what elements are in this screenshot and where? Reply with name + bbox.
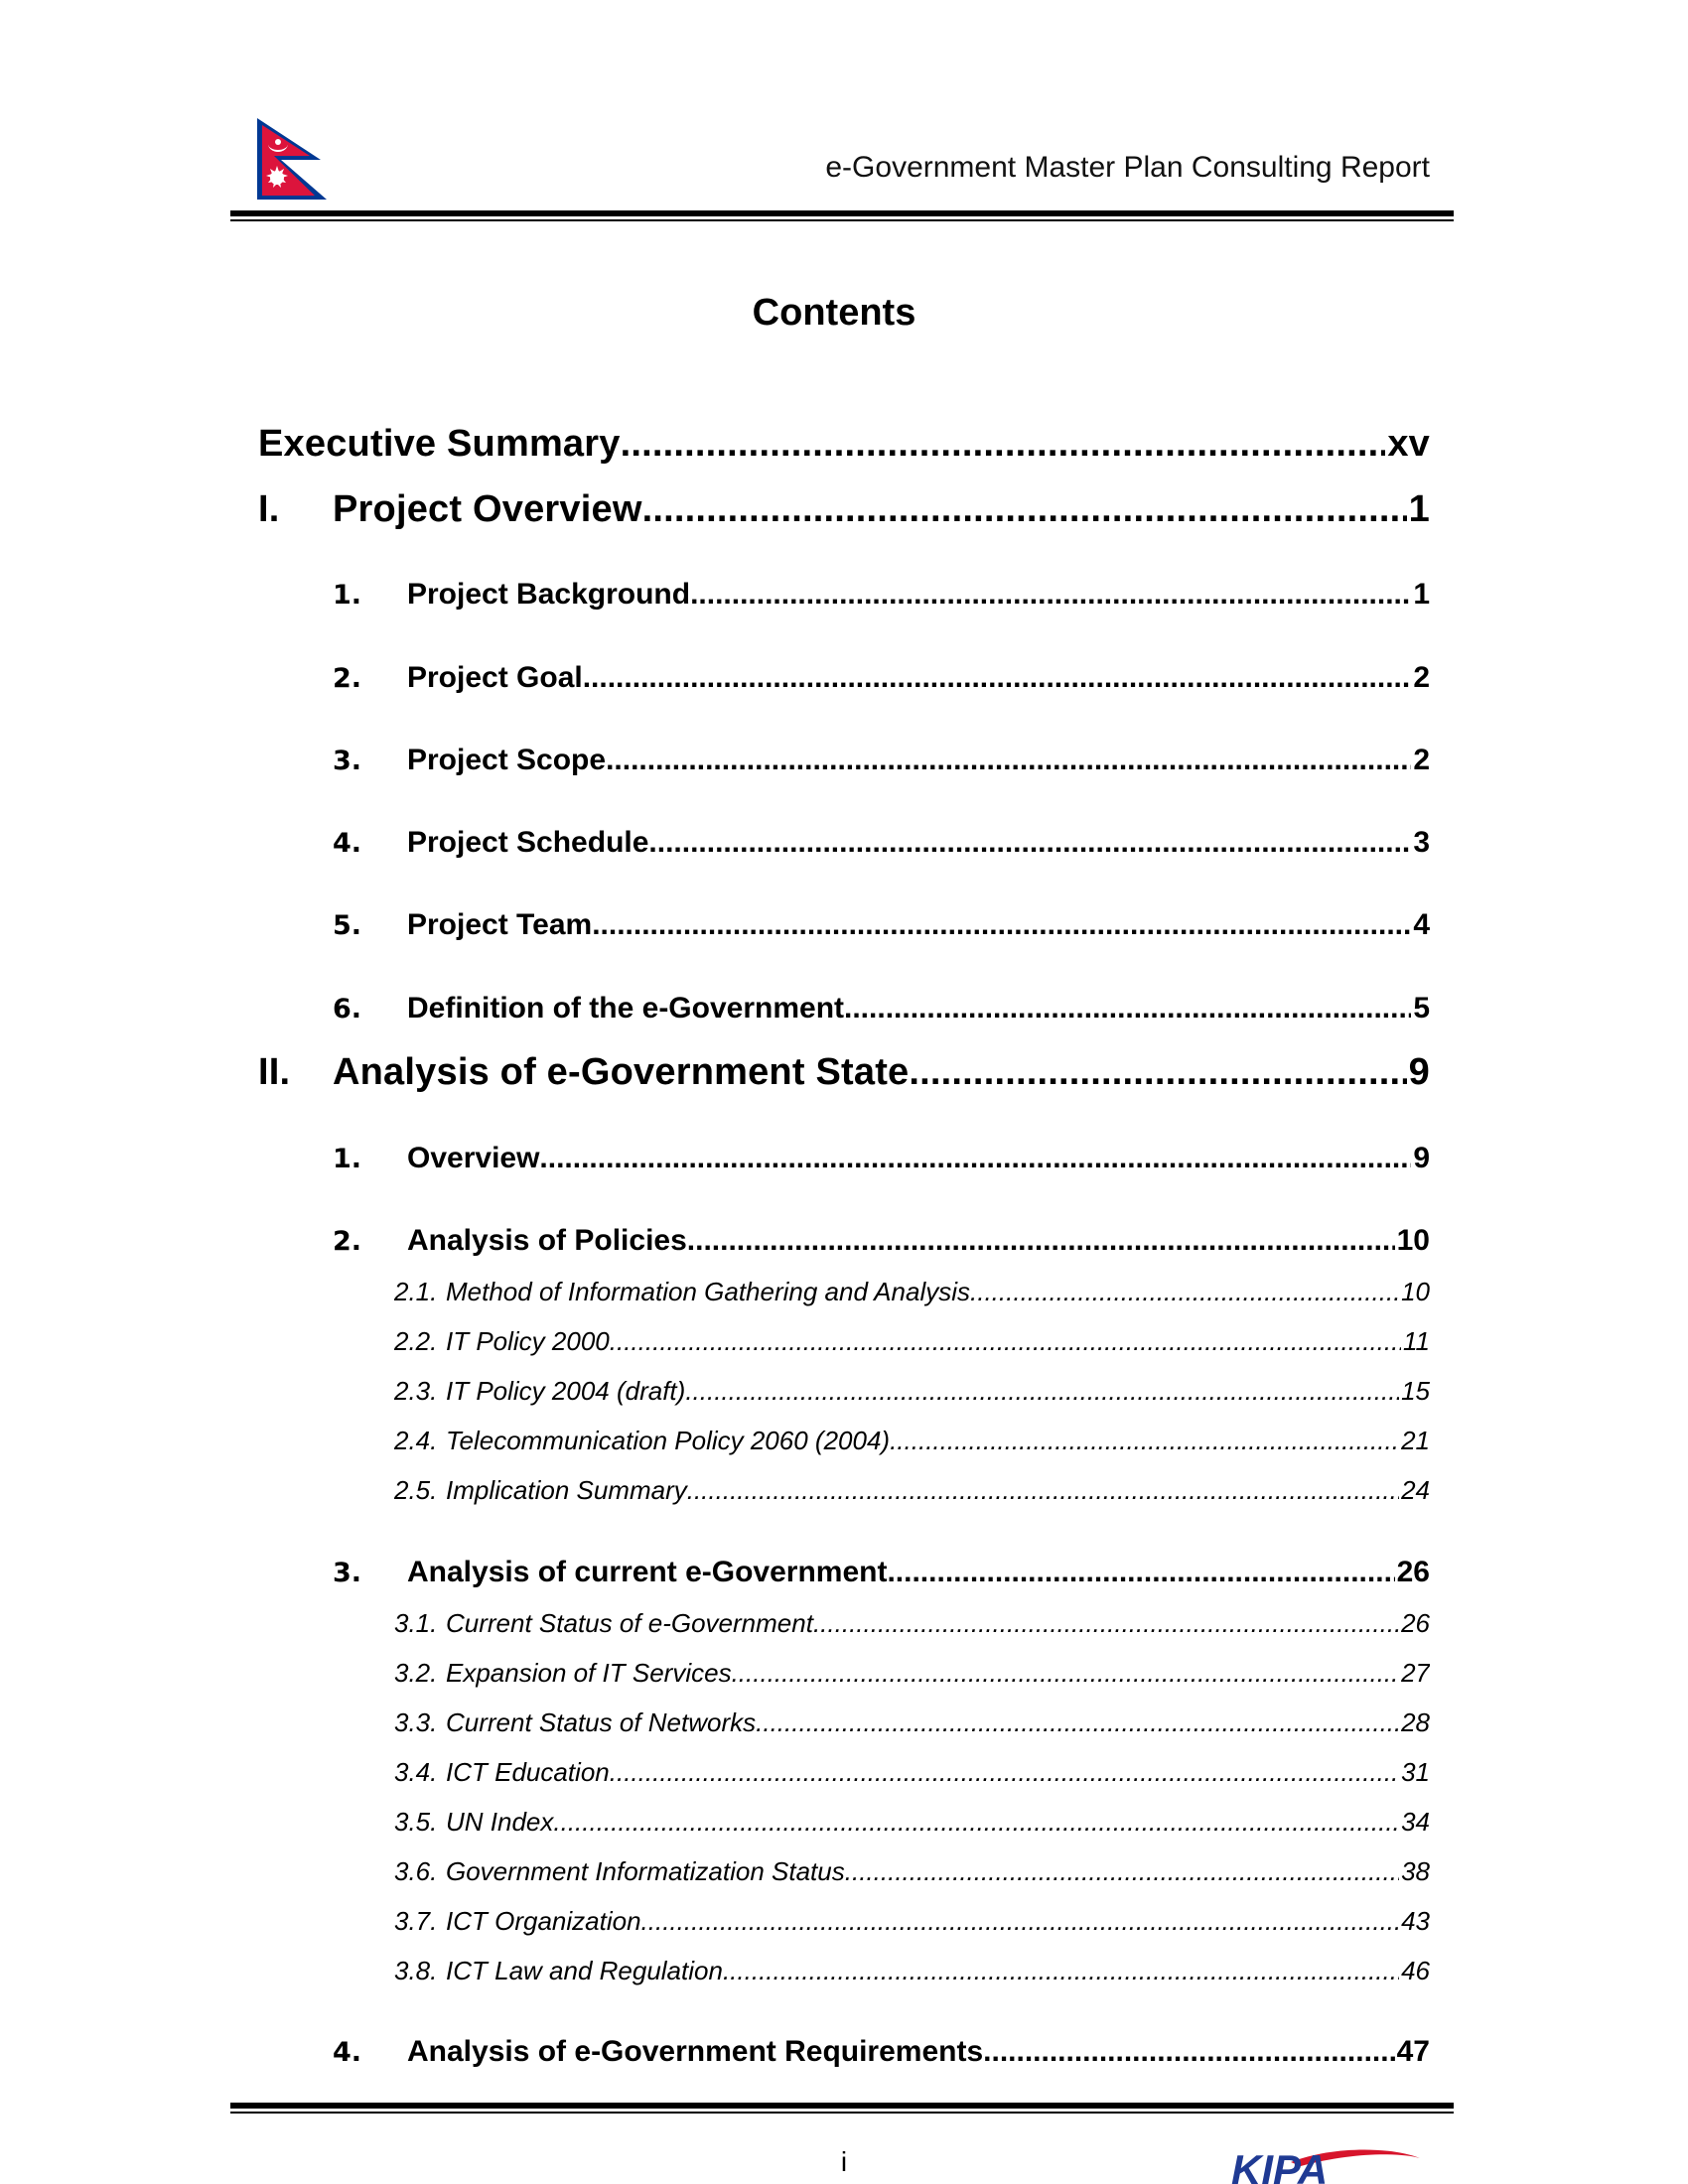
toc-page: 4 [1413,908,1430,941]
toc-label: Definition of the e-Government [407,992,845,1024]
toc-label: Project Team [407,908,593,941]
toc-leader [909,1051,1406,1094]
toc-entry-project-goal[interactable] [333,661,1430,695]
toc-number: 3.1. [394,1608,438,1638]
toc-label: ICT Law and Regulation [446,1956,723,1985]
toc-leader [553,1807,1399,1838]
toc-page: 34 [1401,1807,1430,1837]
toc-leader [732,1658,1400,1689]
toc-page: 38 [1401,1856,1430,1886]
toc-page: 15 [1401,1376,1430,1406]
toc-leader [610,1326,1401,1357]
toc-label: Project Schedule [407,826,649,859]
toc-number: 3.5. [394,1807,438,1837]
toc-label: ICT Organization [446,1906,641,1936]
toc-number: 3. [333,1558,362,1588]
toc-entry-analysis-current-egov[interactable] [333,1556,1430,1589]
toc-number: 2.3. [394,1376,438,1406]
toc-leader [813,1608,1399,1639]
toc-number: 3.7. [394,1906,438,1936]
toc-entry-definition-egov[interactable] [333,992,1430,1025]
toc-number: 3. [333,746,362,776]
toc-entry-2-2[interactable] [394,1326,1430,1357]
toc-leader [890,1426,1399,1456]
toc-label: Overview [407,1142,540,1174]
toc-leader [723,1956,1399,1986]
toc-label: Analysis of e-Government Requirements [407,2035,984,2068]
toc-page: xv [1387,423,1430,465]
toc-label: Project Scope [407,744,607,776]
toc-label: Expansion of IT Services [446,1658,732,1688]
toc-leader [621,423,1386,466]
toc-leader [756,1707,1399,1738]
toc-leader [690,578,1411,612]
toc-entry-analysis-of-policies[interactable] [333,1224,1430,1258]
toc-label: Implication Summary [446,1475,687,1505]
toc-entry-3-8[interactable] [394,1956,1430,1986]
toc-entry-analysis-egov-state[interactable] [258,1051,1430,1094]
toc-label: Executive Summary [258,423,621,465]
toc-page: 26 [1396,1556,1430,1588]
toc-entry-2-4[interactable] [394,1426,1430,1456]
toc-page: 11 [1403,1326,1430,1356]
toc-number: 4. [333,2037,362,2068]
toc-page: 27 [1401,1658,1430,1688]
toc-page: 46 [1401,1956,1430,1985]
toc-leader [592,908,1411,942]
toc-number: 3.2. [394,1658,438,1688]
toc-entry-executive-summary[interactable] [258,423,1430,466]
toc-number: 6. [333,994,362,1024]
toc-number: 2.5. [394,1475,438,1505]
toc-number: I. [258,488,280,530]
toc-leader [539,1142,1411,1175]
toc-page: 47 [1396,2035,1430,2068]
toc-number: 2.4. [394,1426,438,1455]
header-title: e-Government Master Plan Consulting Report [825,151,1430,184]
toc-page: 43 [1401,1906,1430,1936]
toc-number: II. [258,1051,291,1093]
toc-entry-project-background[interactable] [333,578,1430,612]
toc-leader [983,2035,1394,2069]
toc-entry-project-overview[interactable] [258,488,1430,531]
toc-leader [887,1556,1394,1589]
toc-entry-3-6[interactable] [394,1856,1430,1887]
footer-divider [230,2103,1454,2114]
toc-entry-project-team[interactable] [333,908,1430,942]
toc-page: 2 [1413,744,1430,776]
toc-page: 26 [1401,1608,1430,1638]
toc-page: 21 [1401,1426,1430,1455]
toc-page: 5 [1413,992,1430,1024]
toc-number: 3.6. [394,1856,438,1886]
toc-label: Analysis of Policies [407,1224,687,1257]
toc-label: Analysis of e-Government State [333,1051,910,1093]
header-divider [230,210,1454,221]
toc-page: 9 [1408,1051,1430,1093]
toc-page: 2 [1413,661,1430,694]
toc-number: 1. [333,1144,362,1174]
toc-label: UN Index [446,1807,554,1837]
toc-label: Telecommunication Policy 2060 (2004) [446,1426,891,1455]
nepal-flag-logo [255,116,329,202]
kipa-logo-text: KIPA [1231,2146,1329,2184]
toc-label: IT Policy 2004 (draft) [446,1376,686,1406]
toc-leader [610,1757,1399,1788]
toc-entry-3-1[interactable] [394,1608,1430,1639]
toc-leader [606,744,1411,777]
toc-entry-3-2[interactable] [394,1658,1430,1689]
toc-number: 2. [333,663,362,694]
toc-label: Project Overview [333,488,642,530]
toc-entry-analysis-egov-requirements[interactable] [333,2035,1430,2069]
page-title: Contents [752,292,916,334]
toc-leader [641,1906,1400,1937]
toc-page: 3 [1413,826,1430,859]
toc-leader [845,1856,1399,1887]
toc-page: 1 [1413,578,1430,611]
toc-leader [844,992,1411,1025]
toc-number: 2.1. [394,1277,438,1306]
toc-entry-3-4[interactable] [394,1757,1430,1788]
toc-number: 3.4. [394,1757,438,1787]
toc-entry-project-scope[interactable] [333,744,1430,777]
toc-page: 9 [1413,1142,1430,1174]
toc-entry-2-1[interactable] [394,1277,1430,1307]
toc-entry-3-7[interactable] [394,1906,1430,1937]
toc-number: 5. [333,910,362,941]
toc-entry-project-schedule[interactable] [333,826,1430,860]
toc-number: 4. [333,828,362,859]
toc-entry-2-3[interactable] [394,1376,1430,1407]
toc-label: Method of Information Gathering and Analysis [446,1277,970,1306]
toc-number: 2. [333,1226,362,1257]
page-number: i [840,2146,848,2177]
toc-page: 24 [1401,1475,1430,1505]
toc-leader [642,488,1407,531]
toc-number: 2.2. [394,1326,438,1356]
toc-label: Government Informatization Status [446,1856,845,1886]
toc-page: 1 [1408,488,1430,530]
toc-page: 10 [1396,1224,1430,1257]
toc-page: 28 [1401,1707,1430,1737]
toc-label: Project Goal [407,661,583,694]
toc-entry-3-5[interactable] [394,1807,1430,1838]
toc-number: 3.3. [394,1707,438,1737]
toc-number: 3.8. [394,1956,438,1985]
toc-leader [685,1376,1399,1407]
toc-label: Analysis of current e-Government [407,1556,888,1588]
toc-label: IT Policy 2000 [446,1326,610,1356]
kipa-logo [1231,2144,1430,2184]
toc-leader [583,661,1412,695]
toc-page: 31 [1401,1757,1430,1787]
toc-page: 10 [1401,1277,1430,1306]
toc-label: Project Background [407,578,691,611]
toc-label: Current Status of Networks [446,1707,757,1737]
toc-entry-3-3[interactable] [394,1707,1430,1738]
toc-leader [970,1277,1399,1307]
toc-leader [648,826,1411,860]
toc-label: ICT Education [446,1757,610,1787]
toc-leader [687,1224,1395,1258]
toc-number: 1. [333,580,362,611]
toc-entry-2-5[interactable] [394,1475,1430,1506]
toc-entry-overview[interactable] [333,1142,1430,1175]
toc-label: Current Status of e-Government [446,1608,813,1638]
toc-leader [687,1475,1399,1506]
